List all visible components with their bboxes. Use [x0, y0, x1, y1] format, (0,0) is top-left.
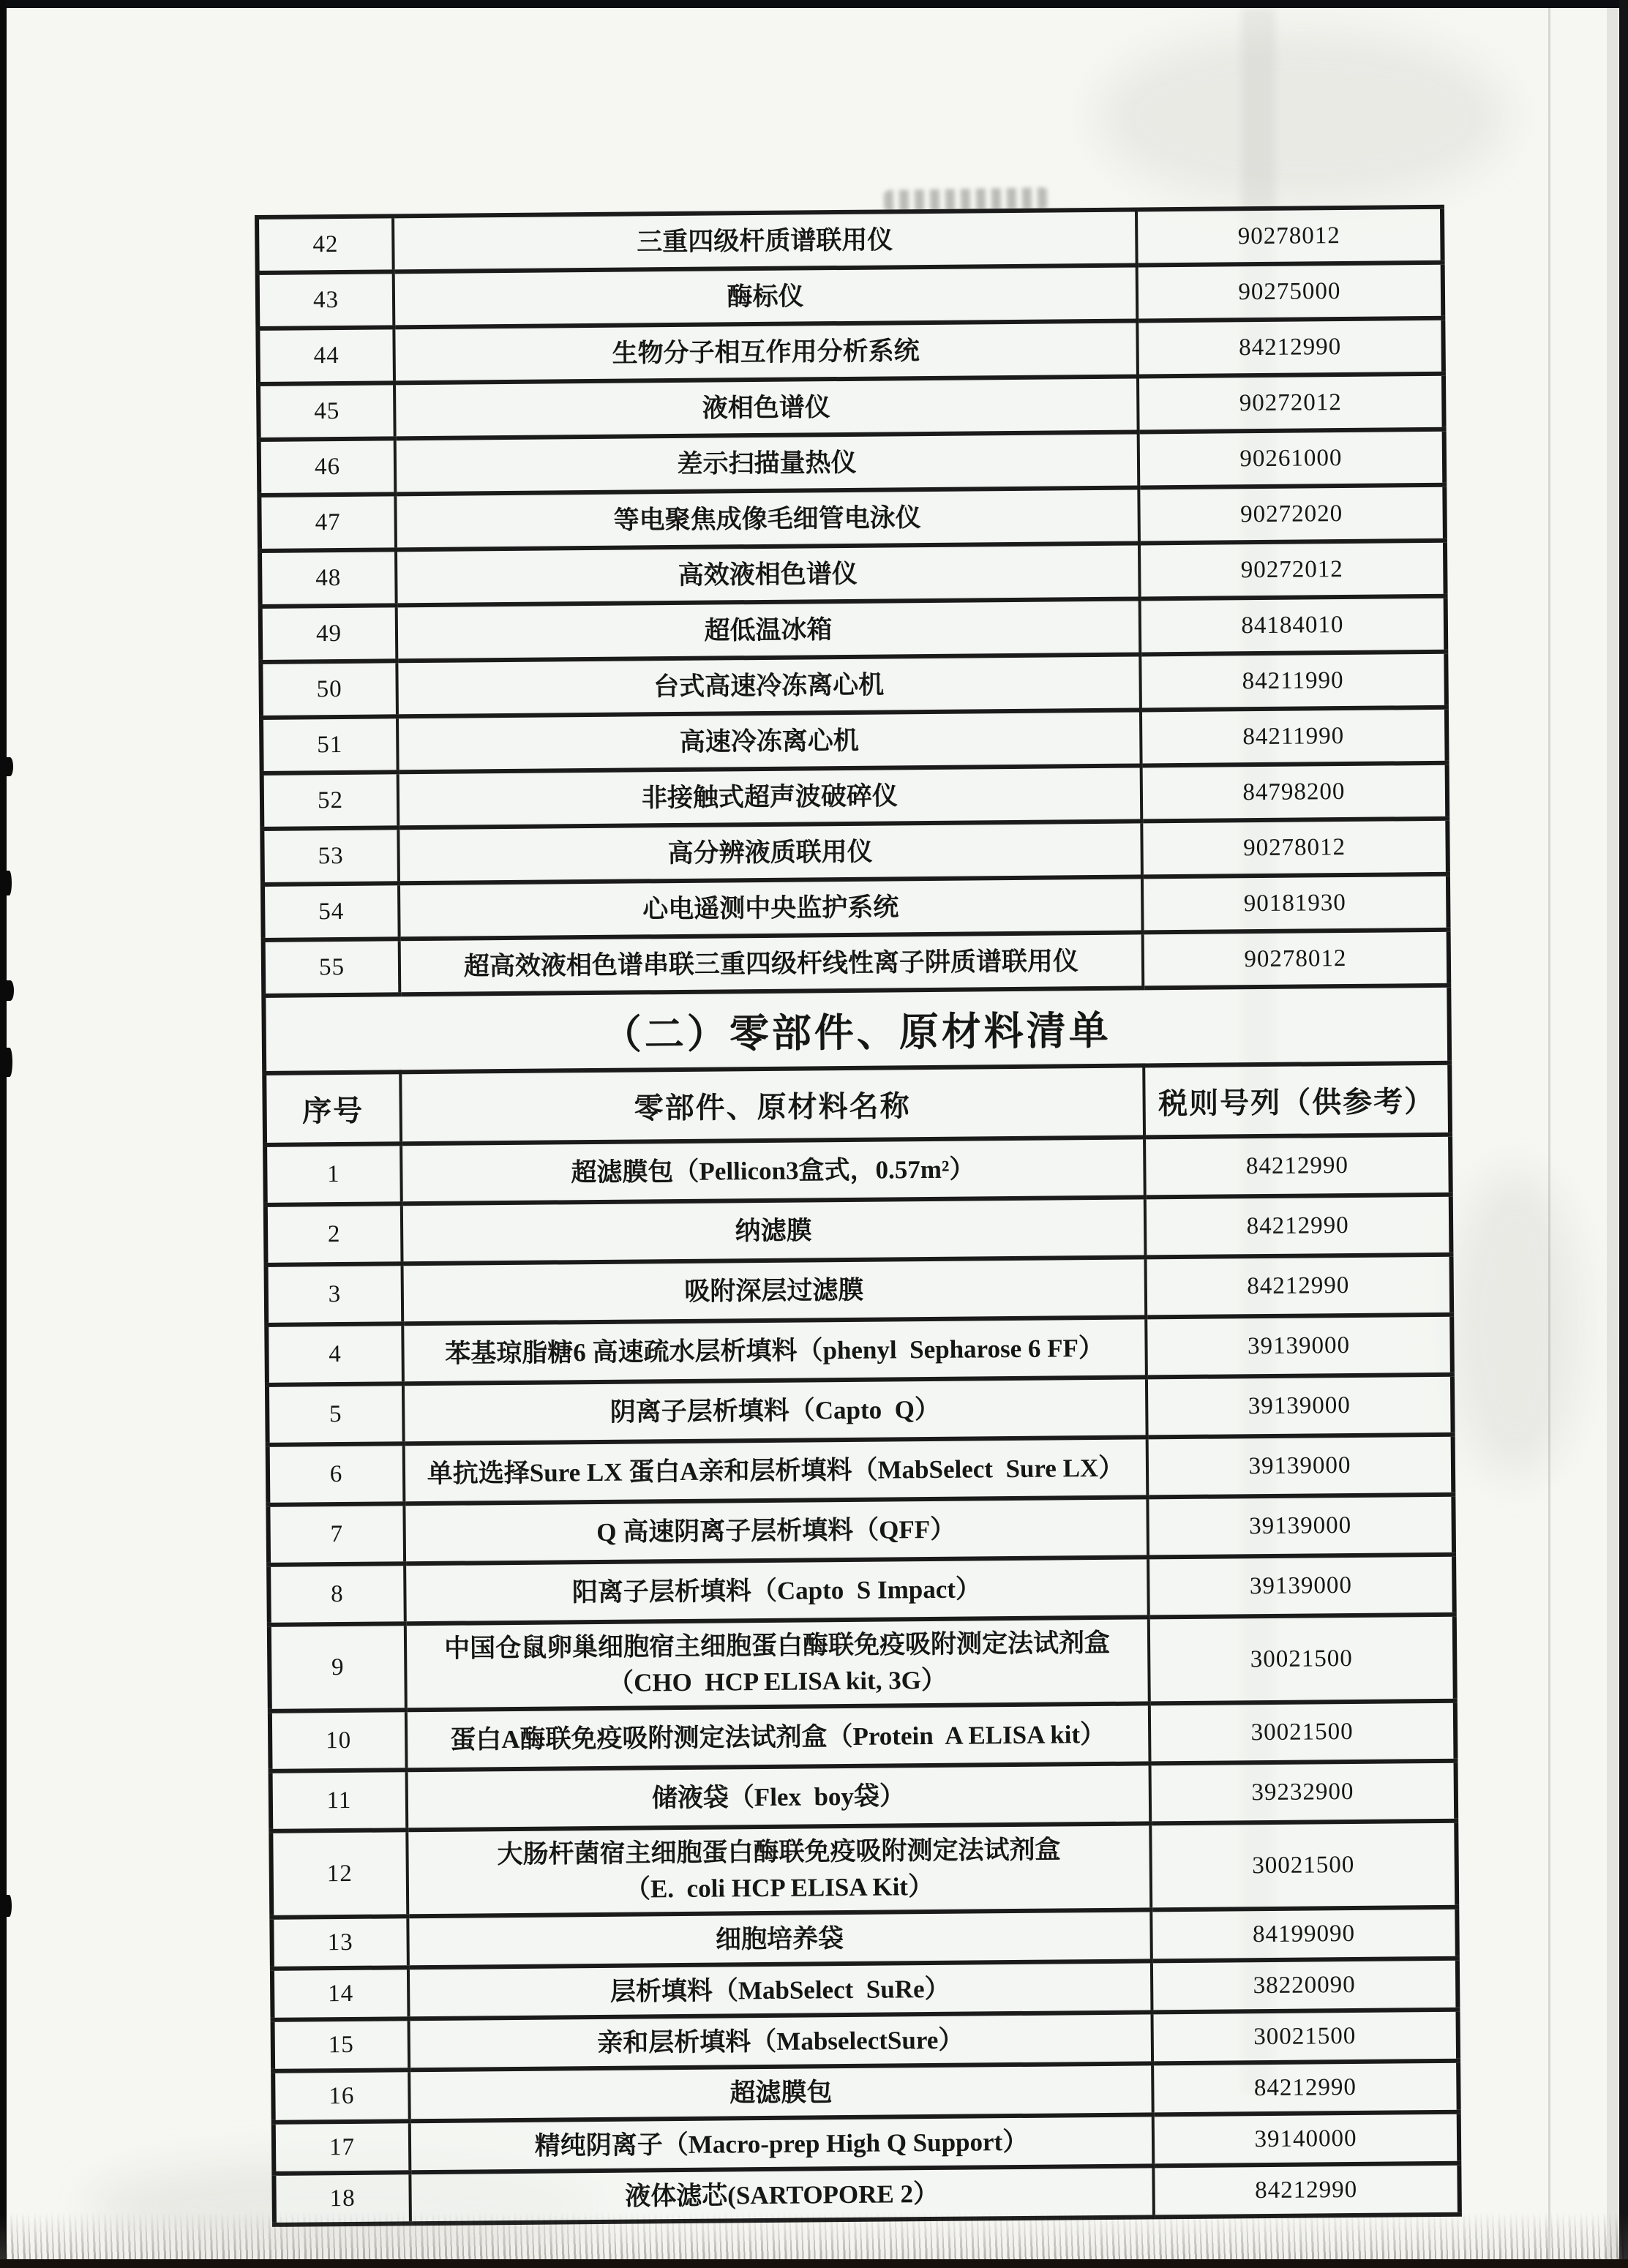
parts-row	[269, 1615, 1455, 1711]
parts-header-row	[264, 1063, 1450, 1145]
parts-row	[268, 1495, 1454, 1565]
row-no-cell: 55	[263, 939, 400, 996]
row-no-cell: 50	[260, 661, 397, 718]
scan-edge-blob	[7, 1895, 12, 1917]
equipment-row	[263, 874, 1449, 940]
row-no-cell: 11	[271, 1770, 408, 1831]
row-code-cell: 90261000	[1139, 429, 1445, 488]
row-name-cell: 台式高速冷冻离心机	[397, 654, 1141, 716]
section-title-row	[263, 985, 1449, 1073]
row-no-cell: 49	[260, 605, 397, 662]
row-no-cell: 13	[271, 1916, 408, 1969]
row-code-cell: 39139000	[1146, 1315, 1452, 1378]
parts-row	[268, 1435, 1454, 1505]
parts-row	[266, 1195, 1452, 1265]
row-code-cell: 39139000	[1147, 1375, 1453, 1438]
row-name-cell: 非接触式超声波破碎仪	[398, 765, 1142, 827]
row-code-cell: 90278012	[1136, 207, 1443, 266]
row-code-cell: 39139000	[1147, 1435, 1454, 1498]
row-name-cell: 吸附深层过滤膜	[402, 1257, 1147, 1323]
scan-edge-blob	[7, 980, 14, 1001]
document-body	[255, 205, 1458, 2227]
row-no-cell: 2	[266, 1204, 402, 1265]
row-code-cell: 39232900	[1150, 1761, 1457, 1824]
row-no-cell: 15	[273, 2019, 410, 2071]
scan-blotch	[1098, 29, 1507, 205]
row-name-cell: 超低温冰箱	[397, 598, 1141, 661]
row-code-cell: 90278012	[1141, 819, 1448, 877]
row-no-cell: 14	[272, 1967, 409, 2020]
row-no-cell: 42	[257, 216, 394, 273]
row-code-cell: 90272012	[1139, 541, 1446, 599]
row-no-cell: 47	[259, 494, 396, 551]
row-code-cell: 30021500	[1152, 2010, 1458, 2064]
parts-row	[267, 1375, 1453, 1445]
row-code-cell: 84212990	[1145, 1255, 1452, 1318]
row-code-cell: 84212990	[1145, 1195, 1452, 1258]
row-no-cell: 45	[258, 383, 395, 440]
row-code-cell: 90272020	[1139, 485, 1445, 544]
equipment-row	[259, 485, 1445, 551]
row-no-cell: 1	[265, 1144, 402, 1205]
row-name-cell: 高分辨液质联用仪	[398, 821, 1142, 883]
row-no-cell: 18	[274, 2172, 410, 2225]
row-no-cell: 46	[259, 438, 396, 495]
row-no-cell: 12	[271, 1830, 408, 1918]
row-name-cell: 高效液相色谱仪	[396, 543, 1140, 605]
scan-edge-blob	[7, 871, 12, 895]
row-no-cell: 5	[267, 1383, 404, 1445]
parts-row	[271, 1761, 1457, 1831]
scan-edge-blob	[7, 1048, 12, 1077]
row-no-cell: 54	[263, 883, 400, 940]
row-name-cell: Q 高速阴离子层析填料（QFF）	[404, 1497, 1148, 1563]
row-code-cell: 39140000	[1153, 2112, 1460, 2166]
row-name-cell: 层析填料（MabSelect SuRe）	[408, 1961, 1152, 2019]
row-name-cell: 超高效液相色谱串联三重四级杆线性离子阱质谱联用仪	[400, 932, 1144, 994]
row-name-cell: 阳离子层析填料（Capto S Impact）	[405, 1557, 1149, 1623]
parts-row	[270, 1701, 1456, 1771]
row-code-cell: 84212990	[1153, 2163, 1460, 2218]
row-name-cell: 酶标仪	[394, 265, 1138, 327]
scan-blotch	[1449, 1171, 1580, 1478]
row-no-cell: 9	[269, 1623, 406, 1711]
equipment-row	[257, 207, 1443, 273]
row-name-cell: 蛋白A酶联免疫吸附测定法试剂盒（Protein A ELISA kit）	[406, 1703, 1150, 1770]
row-name-cell: 中国仓鼠卵巢细胞宿主细胞蛋白酶联免疫吸附测定法试剂盒 （CHO HCP ELISA kit, 3G）	[405, 1617, 1149, 1710]
row-no-cell: 4	[266, 1323, 403, 1385]
equipment-row	[260, 541, 1446, 607]
row-name-cell: 细胞培养袋	[408, 1910, 1152, 1967]
row-code-cell: 90275000	[1137, 263, 1444, 321]
row-no-cell: 8	[269, 1563, 405, 1625]
section-title: （二）零部件、原材料清单	[263, 985, 1449, 1073]
row-no-cell: 43	[258, 271, 394, 328]
row-name-cell: 三重四级杆质谱联用仪	[393, 209, 1137, 271]
row-name-cell: 单抗选择Sure LX 蛋白A亲和层析填料（MabSelect Sure LX）	[404, 1437, 1148, 1503]
equipment-row	[262, 763, 1448, 829]
scan-edge-bottom	[0, 2259, 1628, 2268]
row-name-cell: 阴离子层析填料（Capto Q）	[403, 1377, 1147, 1443]
row-name-cell: 储液袋（Flex boy袋）	[407, 1763, 1151, 1830]
header-name: 零部件、原材料名称	[400, 1065, 1144, 1144]
row-code-cell: 30021500	[1150, 1821, 1457, 1910]
row-code-cell: 84211990	[1140, 652, 1447, 710]
row-no-cell: 6	[268, 1443, 405, 1505]
row-code-cell: 84199090	[1151, 1907, 1458, 1961]
row-no-cell: 3	[266, 1263, 403, 1325]
row-no-cell: 48	[260, 549, 397, 607]
row-code-cell: 84212990	[1144, 1135, 1451, 1198]
row-name-cell: 超滤膜包（Pellicon3盒式，0.57m²）	[401, 1137, 1145, 1204]
parts-row	[265, 1135, 1451, 1205]
row-no-cell: 10	[270, 1710, 407, 1771]
equipment-row	[263, 930, 1449, 996]
row-code-cell: 38220090	[1152, 1959, 1458, 2013]
header-code: 税则号列（供参考）	[1144, 1063, 1450, 1138]
row-code-cell: 30021500	[1149, 1615, 1455, 1704]
row-no-cell: 7	[268, 1503, 405, 1565]
row-code-cell: 84212990	[1137, 318, 1444, 377]
row-name-cell: 大肠杆菌宿主细胞蛋白酶联免疫吸附测定法试剂盒 （E. coli HCP ELISA Kit）	[407, 1823, 1151, 1916]
scan-edge-blob	[7, 757, 13, 776]
row-no-cell: 17	[274, 2121, 410, 2174]
row-no-cell: 51	[261, 716, 398, 773]
row-code-cell: 39139000	[1148, 1555, 1455, 1618]
row-name-cell: 亲和层析填料（MabselectSure）	[409, 2012, 1153, 2070]
scan-gray-band	[1607, 8, 1618, 2259]
parts-row	[269, 1555, 1455, 1625]
header-no: 序号	[264, 1072, 401, 1145]
equipment-row	[262, 819, 1448, 885]
equipment-row	[259, 429, 1445, 495]
row-name-cell: 心电遥测中央监护系统	[399, 876, 1143, 939]
row-code-cell: 84184010	[1140, 596, 1447, 655]
row-code-cell: 90278012	[1143, 930, 1449, 988]
row-code-cell: 39139000	[1147, 1495, 1454, 1558]
equipment-row	[260, 652, 1447, 718]
equipment-row	[258, 318, 1444, 384]
row-code-cell: 84212990	[1152, 2061, 1459, 2115]
row-name-cell: 生物分子相互作用分析系统	[394, 320, 1138, 383]
equipment-row	[258, 263, 1444, 328]
row-code-cell: 84798200	[1141, 763, 1448, 822]
row-no-cell: 44	[258, 327, 394, 384]
row-name-cell: 等电聚焦成像毛细管电泳仪	[395, 487, 1139, 549]
fold-line	[1548, 8, 1550, 2259]
row-code-cell: 30021500	[1149, 1701, 1456, 1764]
scan-noise-band	[0, 2212, 1628, 2259]
scan-edge-right	[1619, 0, 1628, 2268]
row-name-cell: 高速冷冻离心机	[397, 710, 1141, 772]
equipment-row	[260, 596, 1447, 662]
scan-edge-top	[0, 0, 1628, 8]
row-no-cell: 53	[262, 827, 399, 885]
equipment-row	[261, 707, 1447, 773]
row-name-cell: 液相色谱仪	[394, 376, 1139, 438]
tariff-table	[255, 205, 1462, 2227]
row-no-cell: 16	[273, 2070, 410, 2122]
row-name-cell: 差示扫描量热仪	[395, 432, 1139, 494]
scan-edge-left	[0, 0, 7, 2268]
row-code-cell: 90181930	[1142, 874, 1449, 933]
row-name-cell: 精纯阴离子（Macro-prep High Q Support）	[410, 2114, 1154, 2172]
parts-row	[271, 1821, 1457, 1918]
row-name-cell: 液体滤芯(SARTOPORE 2）	[410, 2166, 1154, 2223]
parts-row	[266, 1255, 1452, 1325]
row-name-cell: 超滤膜包	[409, 2063, 1153, 2121]
row-name-cell: 苯基琼脂糖6 高速疏水层析填料（phenyl Sepharose 6 FF）	[402, 1317, 1147, 1383]
equipment-row	[258, 374, 1444, 440]
row-name-cell: 纳滤膜	[402, 1197, 1146, 1263]
row-code-cell: 90272012	[1138, 374, 1444, 432]
row-no-cell: 52	[262, 772, 399, 829]
parts-row	[266, 1315, 1452, 1385]
row-code-cell: 84211990	[1141, 707, 1447, 766]
